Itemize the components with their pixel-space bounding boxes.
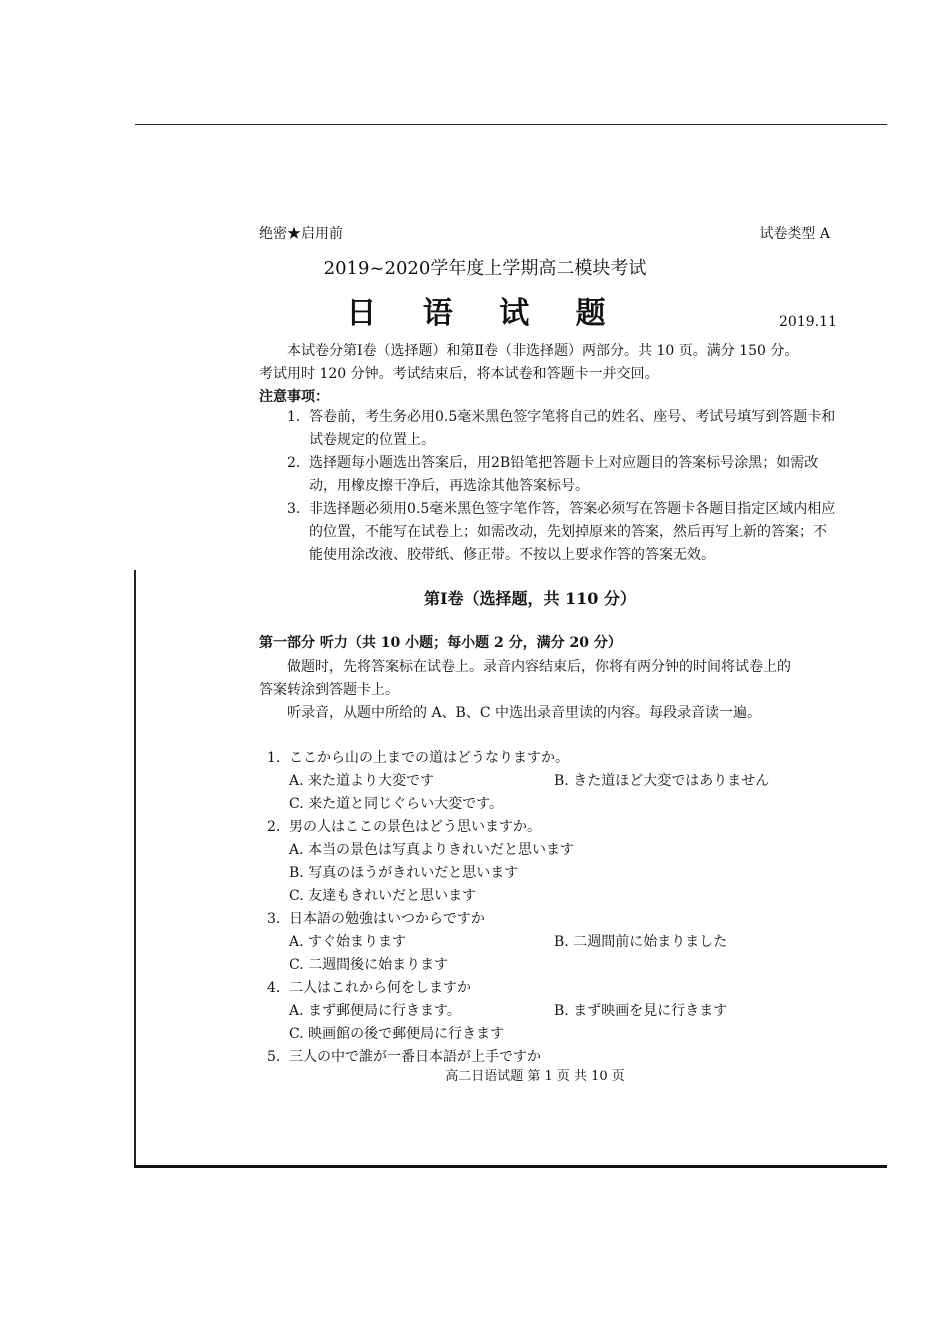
part-title: 第一部分 听力（共 10 小题；每小题 2 分，满分 20 分）	[259, 635, 622, 651]
exam-title: 2019~2020学年度上学期高二模块考试	[323, 258, 647, 279]
option-c: C. 二週間後に始まります	[289, 957, 449, 973]
question-number: 3.	[267, 911, 281, 927]
question-number: 1.	[267, 750, 281, 766]
options-row	[267, 1023, 827, 1046]
note-number: 2.	[287, 455, 301, 471]
question-text: ここから山の上までの道はどうなりますか。	[289, 750, 569, 766]
options-row	[267, 885, 827, 908]
option-b: B. まず映画を見に行きます	[554, 1003, 728, 1019]
note-item	[287, 452, 839, 498]
options-row	[267, 839, 827, 862]
note-text: 答卷前，考生务必用0.5毫米黑色签字笔将自己的姓名、座号、考试号填写到答题卡和试卷规定的位置上。	[309, 409, 836, 448]
question-number: 4.	[267, 980, 281, 996]
options-row	[267, 862, 827, 885]
option-a: A. 来た道より大変です	[289, 773, 435, 789]
instruction-line: 做题时，先将答案标在试卷上。录音内容结束后，你将有两分钟的时间将试卷上的	[287, 659, 791, 675]
intro	[259, 340, 839, 409]
listening-instructions	[259, 656, 839, 725]
question-text: 日本語の勉強はいつからですか	[289, 911, 485, 927]
question	[267, 747, 827, 770]
question	[267, 816, 827, 839]
option-c: C. 友達もきれいだと思います	[289, 888, 477, 904]
note-item	[287, 498, 839, 567]
options-row	[267, 931, 827, 954]
exam-date: 2019.11	[779, 314, 837, 330]
question	[267, 977, 827, 1000]
question-text: 男の人はここの景色はどう思いますか。	[289, 819, 541, 835]
options-row	[267, 793, 827, 816]
options-row	[267, 770, 827, 793]
note-text: 非选择题必须用0.5毫米黑色签字笔作答，答案必须写在答题卡各题目指定区域内相应的位置，不能写在试卷上；如需改动，先划掉原来的答案，然后再写上新的答案；不能使用涂改液、胶带纸、修正带。不按以上要求作答的答案无效。	[309, 501, 836, 563]
note-item	[287, 406, 839, 452]
question	[267, 1046, 827, 1069]
notes-title: 注意事项：	[259, 389, 329, 405]
question-number: 5.	[267, 1049, 281, 1065]
option-c: C. 来た道と同じぐらい大変です。	[289, 796, 503, 812]
bottom-rule	[134, 1165, 887, 1168]
question-text: 二人はこれから何をしますか	[289, 980, 471, 996]
note-number: 3.	[287, 501, 301, 517]
option-b: B. きた道ほど大変ではありません	[554, 773, 770, 789]
options-row	[267, 1000, 827, 1023]
section-title: 第Ⅰ卷（选择题，共 110 分）	[423, 589, 637, 608]
question-list	[267, 747, 827, 1069]
intro-line-2: 考试用时 120 分钟。考试结束后，将本试卷和答题卡一并交回。	[259, 366, 659, 382]
top-rule	[135, 124, 887, 125]
notes-list	[287, 406, 839, 567]
question-text: 三人の中で誰が一番日本語が上手ですか	[289, 1049, 541, 1065]
option-b: B. 写真のほうがきれいだと思います	[289, 865, 519, 881]
confidential-mark: 绝密★启用前	[259, 226, 343, 242]
note-text: 选择题每小题选出答案后，用2B铅笔把答题卡上对应题目的答案标号涂黑；如需改动，用橡皮擦干净后，再选涂其他答案标号。	[309, 455, 819, 494]
intro-line-1: 本试卷分第Ⅰ卷（选择题）和第Ⅱ卷（非选择题）两部分。共 10 页。满分 150 分。	[287, 343, 799, 359]
option-b: B. 二週間前に始まりました	[554, 934, 728, 950]
option-c: C. 映画館の後で郵便局に行きます	[289, 1026, 505, 1042]
instruction-line: 答案转涂到答题卡上。	[259, 682, 399, 698]
question-number: 2.	[267, 819, 281, 835]
note-number: 1.	[287, 409, 301, 425]
option-a: A. 本当の景色は写真よりきれいだと思います	[289, 842, 575, 858]
option-a: A. まず郵便局に行きます。	[289, 1003, 461, 1019]
page-footer: 高二日语试题 第 1 页 共 10 页	[445, 1069, 625, 1084]
subject-title: 日 语 试 题	[346, 296, 624, 331]
instruction-line: 听录音，从题中所给的 A、B、C 中选出录音里读的内容。每段录音读一遍。	[287, 705, 762, 721]
question	[267, 908, 827, 931]
options-row	[267, 954, 827, 977]
option-a: A. すぐ始まります	[289, 934, 407, 950]
paper-type: 试卷类型 A	[759, 226, 830, 242]
